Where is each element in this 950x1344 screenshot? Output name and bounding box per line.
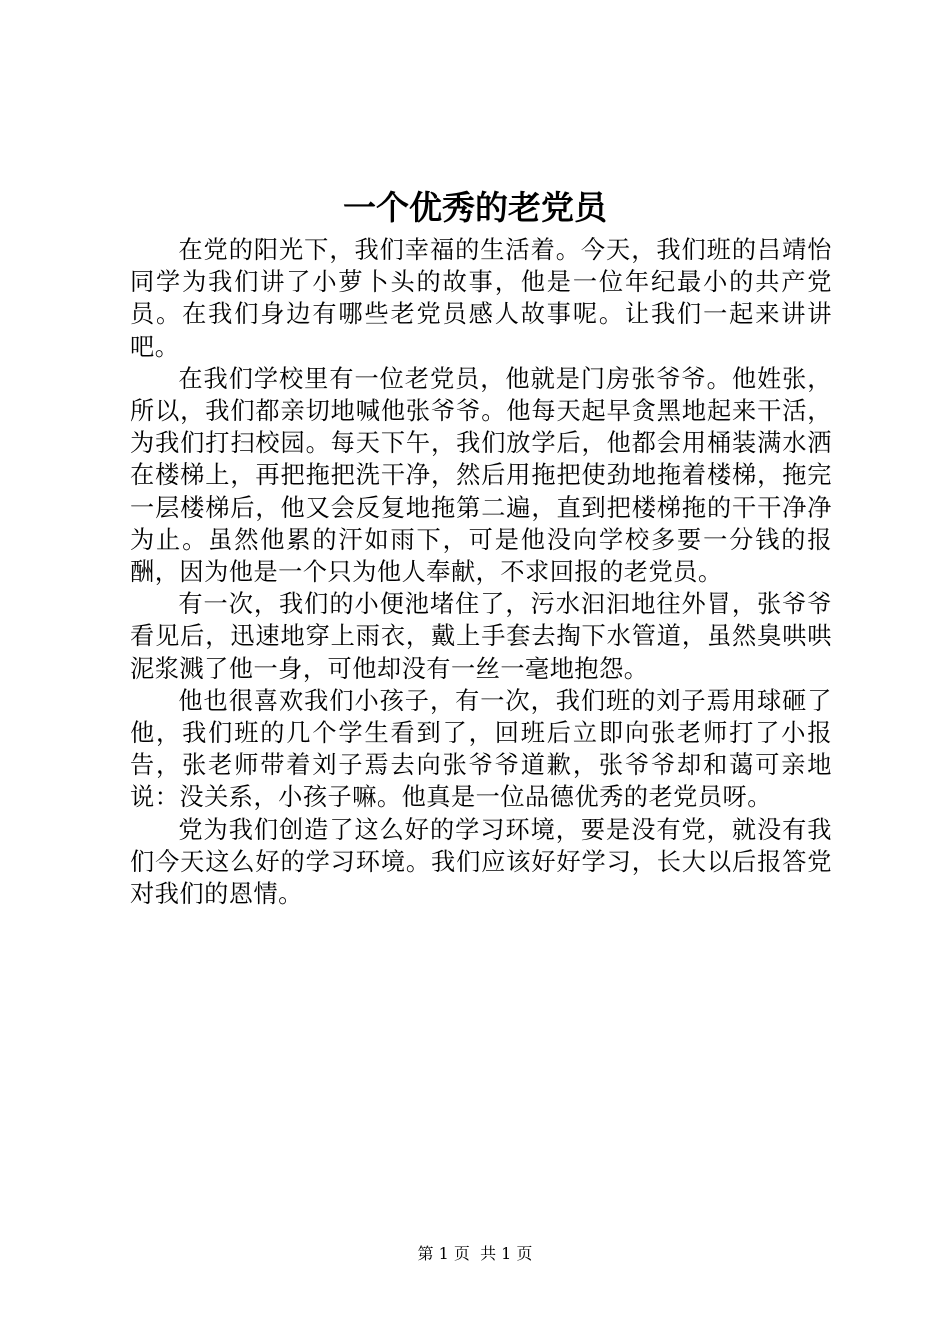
paragraph-5: 党为我们创造了这么好的学习环境，要是没有党，就没有我们今天这么好的学习环境。我们应该好好学习，长大以后报答党对我们的恩情。 [130,815,832,909]
footer-spacer [470,1244,480,1263]
page-number-current: 第 1 页 [417,1244,470,1263]
document-body [130,234,832,910]
document-title: 一个优秀的老党员 [343,188,607,227]
page-number-total: 共 1 页 [480,1244,533,1263]
paragraph-4: 他也很喜欢我们小孩子，有一次，我们班的刘子焉用球砸了他，我们班的几个学生看到了，回班后立即向张老师打了小报告，张老师带着刘子焉去向张爷爷道歉，张爷爷却和蔼可亲地说：没关系，小孩子嘛。他真是一位品德优秀的老党员呀。 [130,686,832,812]
paragraph-2: 在我们学校里有一位老党员，他就是门房张爷爷。他姓张，所以，我们都亲切地喊他张爷爷。他每天起早贪黑地起来干活，为我们打扫校园。每天下午，我们放学后，他都会用桶装满水洒在楼梯上，再把拖把洗干净，然后用拖把使劲地拖着楼梯，拖完一层楼梯后，他又会反复地拖第二遍，直到把楼梯拖的干干净净为止。虽然他累的汗如雨下，可是他没向学校多要一分钱的报酬，因为他是一个只为他人奉献，不求回报的老党员。 [130,364,832,587]
paragraph-1: 在党的阳光下，我们幸福的生活着。今天，我们班的吕靖怡同学为我们讲了小萝卜头的故事，他是一位年纪最小的共产党员。在我们身边有哪些老党员感人故事呢。让我们一起来讲讲吧。 [130,236,832,361]
paragraph-3: 有一次，我们的小便池堵住了，污水汩汩地往外冒，张爷爷看见后，迅速地穿上雨衣，戴上手套去掏下水管道，虽然臭哄哄泥浆溅了他一身，可他却没有一丝一毫地抱怨。 [130,590,832,683]
page-footer [0,1243,950,1265]
